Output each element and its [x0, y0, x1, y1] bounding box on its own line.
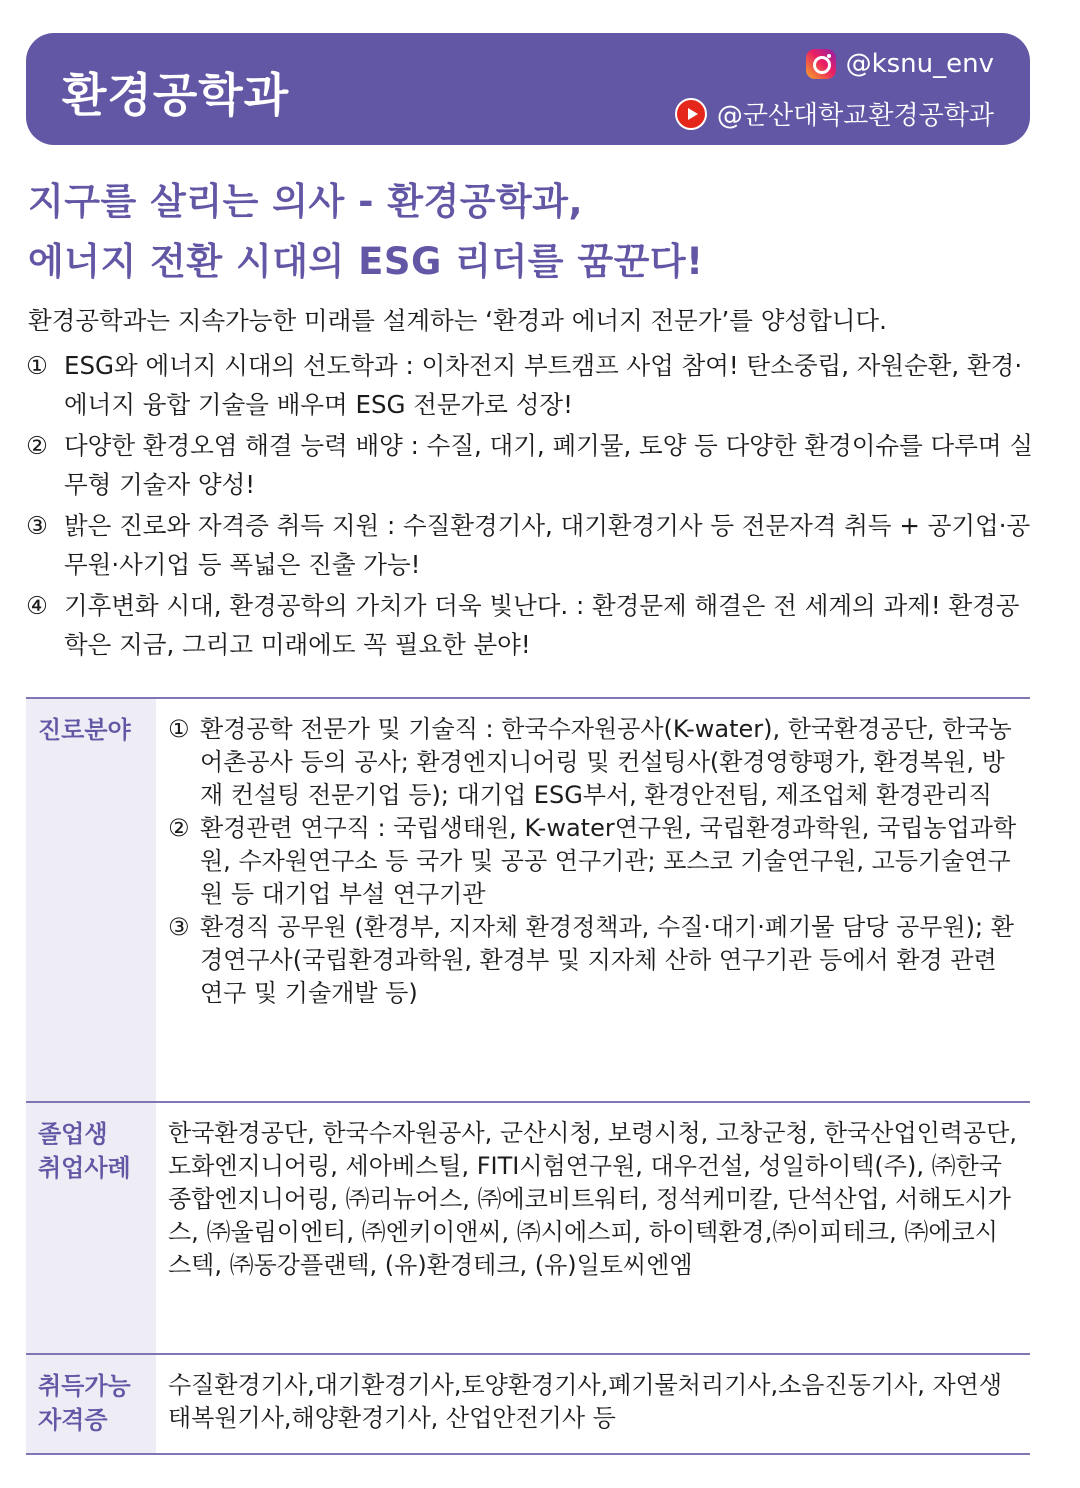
certificates-label-line-1: 취득가능 [38, 1372, 131, 1400]
career-item [168, 812, 1020, 911]
department-title: 환경공학과 [62, 68, 290, 122]
career-item-number: ① [168, 715, 190, 743]
employment-label [26, 1103, 156, 1353]
career-item [168, 911, 1020, 1010]
youtube-link[interactable] [675, 95, 994, 132]
certificates-label [26, 1355, 156, 1453]
point-number: ③ [26, 511, 48, 540]
point-text: 기후변화 시대, 환경공학의 가치가 더욱 빛난다. : 환경문제 해결은 전 세계의 과제! 환경공학은 지금, 그리고 미래에도 꼭 필요한 분야! [64, 591, 1020, 659]
instagram-handle: @ksnu_env [845, 49, 994, 79]
headline-line-2: 에너지 전환 시대의 ESG 리더를 꿈꾼다! [28, 240, 704, 283]
point-text: 밝은 진로와 자격증 취득 지원 : 수질환경기사, 대기환경기사 등 전문자격 취득 + 공기업·공무원·사기업 등 폭넓은 진출 가능! [64, 511, 1031, 579]
instagram-link[interactable] [806, 49, 994, 79]
point-item [26, 346, 1036, 424]
youtube-icon [675, 98, 707, 130]
instagram-icon [806, 49, 836, 79]
point-item [26, 506, 1036, 584]
certificates-label-line-2: 자격증 [38, 1406, 108, 1434]
point-text: ESG와 에너지 시대의 선도학과 : 이차전지 부트캠프 사업 참여! 탄소중립, 자원순환, 환경·에너지 융합 기술을 배우며 ESG 전문가로 성장! [64, 351, 1023, 419]
point-number: ② [26, 431, 48, 460]
career-item-number: ③ [168, 913, 190, 941]
feature-points [26, 346, 1036, 666]
employment-label-line-2: 취업사례 [38, 1154, 131, 1182]
certificates-row [26, 1353, 1030, 1455]
headline [28, 172, 1048, 292]
employment-row [26, 1101, 1030, 1353]
info-table [26, 697, 1030, 1455]
career-item-text: 환경관련 연구직 : 국립생태원, K-water연구원, 국립환경과학원, 국립농업과학원, 수자원연구소 등 국가 및 공공 연구기관; 포스코 기술연구원, 고등기술연구원 등 대기업 부설 연구기관 [200, 814, 1017, 908]
employment-content: 한국환경공단, 한국수자원공사, 군산시청, 보령시청, 고창군청, 한국산업인력공단, 도화엔지니어링, 세아베스틸, FITI시험연구원, 대우건설, 성일하이텍(주), ㈜한국종합엔지니어링, ㈜리뉴어스, ㈜에코비트워터, 정석케미칼, 단석산업, 서해도시가스, ㈜울림이엔티, ㈜엔키이앤씨, ㈜시에스피, 하이텍환경,㈜이피테크, ㈜에코시스텍, ㈜동강플랜텍, (유)환경테크, (유)일토씨엔엠 [168, 1119, 1017, 1279]
career-item-text: 환경공학 전문가 및 기술직 : 한국수자원공사(K-water), 한국환경공단, 한국농어촌공사 등의 공사; 환경엔지니어링 및 컨설팅사(환경영향평가, 환경복원, 방재 컨설팅 전문기업 등); 대기업 ESG부서, 환경안전팀, 제조업체 환경관리직 [200, 715, 1012, 809]
point-text: 다양한 환경오염 해결 능력 배양 : 수질, 대기, 폐기물, 토양 등 다양한 환경이슈를 다루며 실무형 기술자 양성! [64, 431, 1033, 499]
career-item-text: 환경직 공무원 (환경부, 지자체 환경정책과, 수질·대기·폐기물 담당 공무원); 환경연구사(국립환경과학원, 환경부 및 지자체 산하 연구기관 등에서 환경 관련 연구 및 기술개발 등) [200, 913, 1014, 1007]
certificates-content: 수질환경기사,대기환경기사,토양환경기사,폐기물처리기사,소음진동기사, 자연생태복원기사,해양환경기사, 산업안전기사 등 [168, 1371, 1003, 1432]
headline-line-1: 지구를 살리는 의사 - 환경공학과, [28, 180, 584, 223]
point-item [26, 586, 1036, 664]
employment-label-line-1: 졸업생 [38, 1120, 108, 1148]
youtube-handle: @군산대학교환경공학과 [716, 101, 994, 131]
career-content [156, 699, 1030, 1101]
point-number: ① [26, 351, 48, 380]
point-item [26, 426, 1036, 504]
career-label: 진로분야 [26, 699, 156, 1101]
header-banner [26, 33, 1030, 145]
career-item-number: ② [168, 814, 190, 842]
career-item [168, 713, 1020, 812]
intro-text: 환경공학과는 지속가능한 미래를 설계하는 ‘환경과 에너지 전문가’를 양성합니다. [28, 306, 887, 335]
point-number: ④ [26, 591, 48, 620]
career-row [26, 697, 1030, 1101]
